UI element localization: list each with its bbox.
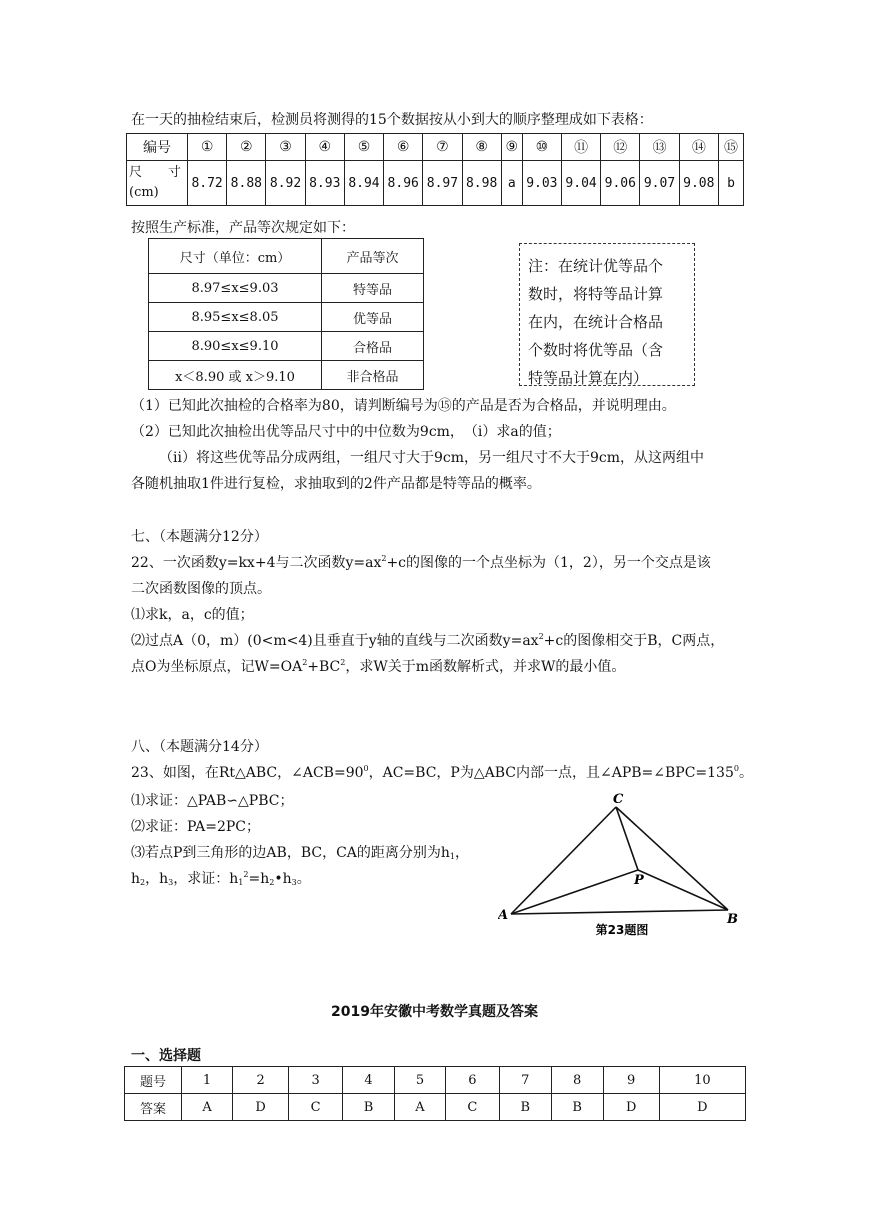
grade-row [149, 332, 424, 361]
label-b: B [727, 912, 738, 927]
grade-range: 8.90≤x≤9.10 [149, 332, 322, 361]
question-1: （1）已知此次抽检的合格率为80，请判断编号为⑮的产品是否为合格品，并说明理由。 [131, 398, 676, 414]
subscript: 3 [291, 878, 297, 887]
answer-table-number-row [125, 1067, 746, 1094]
answer-cell: B [343, 1094, 395, 1121]
superscript: 2 [381, 554, 387, 563]
number-cell: 3 [289, 1067, 343, 1094]
question-2-ii: （ⅱ）将这些优等品分成两组，一组尺寸大于9cm，另一组尺寸不大于9cm，从这两组中 [159, 450, 704, 466]
question-22-part2-cont [131, 657, 625, 677]
value-cell: 8.96 [384, 161, 423, 206]
id-cell: ⑮ [719, 134, 744, 161]
question-23-part1: ⑴求证：△PAB∽△PBC； [131, 793, 294, 809]
grade-name: 合格品 [322, 332, 424, 361]
subscript: 3 [168, 878, 174, 887]
q23-text: 23、如图，在Rt△ABC，∠ACB=90 [131, 765, 364, 781]
number-cell: 2 [233, 1067, 289, 1094]
question-23-line1 [131, 763, 753, 783]
row-label [127, 161, 188, 206]
q22-text: ，求W关于m函数解析式，并求W的最小值。 [345, 659, 626, 675]
q23-text: ，求证：h [173, 871, 239, 887]
superscript: 2 [538, 632, 544, 641]
number-cell: 1 [182, 1067, 233, 1094]
note-line: 特等品计算在内） [528, 369, 649, 387]
id-cell: ⑧ [462, 134, 501, 161]
grade-col-size: 尺寸（单位：cm） [149, 239, 322, 274]
q22-text: ⑵过点A（0，m）(0<m<4)且垂直于y轴的直线与二次函数y=ax [131, 633, 539, 649]
q23-text: ， [455, 845, 470, 861]
question-23-part3-cont [131, 869, 311, 889]
answer-cell: D [659, 1094, 745, 1121]
row-label-line1: 尺 寸 [129, 165, 182, 180]
grade-table [148, 238, 424, 390]
grade-name: 非合格品 [322, 361, 424, 390]
q23-text: 。 [738, 765, 753, 781]
subscript: 1 [449, 852, 456, 861]
size-table [126, 133, 744, 206]
section-7-heading: 七、（本题满分12分） [131, 529, 268, 545]
grade-name: 特等品 [322, 274, 424, 303]
q23-text: 。 [296, 871, 311, 887]
question-22-line2: 二次函数图像的顶点。 [131, 581, 271, 597]
number-cell: 9 [603, 1067, 659, 1094]
subscript: 2 [269, 878, 275, 887]
grade-row [149, 361, 424, 390]
value-cell: 8.72 [188, 161, 227, 206]
answer-cell: A [182, 1094, 233, 1121]
value-cell: 9.03 [522, 161, 561, 206]
answer-cell: B [499, 1094, 551, 1121]
value-cell: a [501, 161, 522, 206]
id-cell: ⑪ [561, 134, 600, 161]
question-2-ii-cont: 各随机抽取1件进行复检，求抽取到的2件产品都是特等品的概率。 [131, 476, 541, 492]
id-cell: ⑫ [601, 134, 640, 161]
question-22-part2 [131, 631, 724, 651]
value-cell: 8.97 [423, 161, 462, 206]
number-cell: 5 [394, 1067, 445, 1094]
grade-range: 8.95≤x≤8.05 [149, 303, 322, 332]
label-c: C [613, 792, 624, 807]
value-cell: b [719, 161, 744, 206]
size-table-value-row [127, 161, 744, 206]
label-p: P [634, 873, 644, 888]
value-cell: 8.94 [344, 161, 383, 206]
value-cell: 8.93 [305, 161, 344, 206]
value-cell: 9.08 [679, 161, 718, 206]
id-cell: ③ [266, 134, 305, 161]
id-cell: ⑭ [679, 134, 718, 161]
value-cell: 8.88 [227, 161, 266, 206]
question-22-part1: ⑴求k，a，c的值； [131, 607, 254, 623]
q22-text: +c的图像相交于B，C两点， [543, 633, 725, 649]
number-cell: 8 [551, 1067, 603, 1094]
row-label-line2: (cm) [129, 185, 159, 200]
id-cell: ② [227, 134, 266, 161]
q22-text: +c的图像的一个点坐标为（1，2），另一个交点是该 [386, 555, 711, 571]
triangle-figure [498, 790, 746, 938]
grade-table-header [149, 239, 424, 274]
grade-col-grade: 产品等次 [322, 239, 424, 274]
number-cell: 6 [445, 1067, 499, 1094]
figure-caption: 第23题图 [595, 923, 649, 937]
grade-row [149, 303, 424, 332]
answer-cell: C [289, 1094, 343, 1121]
answer-cell: D [233, 1094, 289, 1121]
intro-text: 在一天的抽检结束后，检测员将测得的15个数据按从小到大的顺序整理成如下表格： [131, 112, 653, 128]
header-label: 编号 [127, 134, 188, 161]
label-a: A [498, 908, 509, 923]
q23-text: ，h [145, 871, 169, 887]
note-line: 在内，在统计合格品 [528, 313, 664, 331]
superscript: 0 [733, 764, 739, 773]
value-cell: 8.98 [462, 161, 501, 206]
answer-table [124, 1066, 746, 1121]
id-cell: ⑩ [522, 134, 561, 161]
subscript: 2 [140, 878, 146, 887]
row-label: 题号 [125, 1067, 182, 1094]
number-cell: 7 [499, 1067, 551, 1094]
answer-table-answer-row [125, 1094, 746, 1121]
id-cell: ⑦ [423, 134, 462, 161]
row-label: 答案 [125, 1094, 182, 1121]
value-cell: 9.06 [601, 161, 640, 206]
question-2: （2）已知此次抽检出优等品尺寸中的中位数为9cm， （ⅰ）求a的值； [131, 424, 561, 440]
grade-range: x＜8.90 或 x＞9.10 [149, 361, 322, 390]
size-table-header-row [127, 134, 744, 161]
q23-text: ⑶若点P到三角形的边AB，BC，CA的距离分别为h [131, 845, 450, 861]
superscript: 0 [363, 764, 369, 773]
q23-text: =h [248, 871, 270, 887]
id-cell: ⑬ [640, 134, 679, 161]
standard-intro: 按照生产标准，产品等次规定如下： [131, 220, 355, 236]
answer-cell: D [603, 1094, 659, 1121]
number-cell: 4 [343, 1067, 395, 1094]
id-cell: ④ [305, 134, 344, 161]
grade-range: 8.97≤x≤9.03 [149, 274, 322, 303]
question-23-part3 [131, 843, 469, 863]
q22-text: +BC [307, 659, 341, 675]
q23-text: •h [274, 871, 292, 887]
q22-text: 点O为坐标原点，记W=OA [131, 659, 303, 675]
section-1-heading: 一、选择题 [131, 1048, 201, 1064]
id-cell: ① [188, 134, 227, 161]
value-cell: 8.92 [266, 161, 305, 206]
id-cell: ⑨ [501, 134, 522, 161]
superscript: 2 [243, 870, 249, 879]
note-box [519, 243, 695, 386]
document-title: 2019年安徽中考数学真题及答案 [331, 1004, 538, 1020]
section-8-heading: 八、（本题满分14分） [131, 739, 268, 755]
answer-cell: B [551, 1094, 603, 1121]
id-cell: ⑥ [384, 134, 423, 161]
id-cell: ⑤ [344, 134, 383, 161]
note-line: 个数时将优等品（含 [528, 341, 664, 359]
note-line: 注：在统计优等品个 [528, 257, 664, 275]
question-22-line1 [131, 553, 711, 573]
grade-row [149, 274, 424, 303]
superscript: 2 [340, 658, 346, 667]
answer-cell: A [394, 1094, 445, 1121]
number-cell: 10 [659, 1067, 745, 1094]
superscript: 2 [302, 658, 308, 667]
q22-text: 22、一次函数y=kx+4与二次函数y=ax [131, 555, 382, 571]
grade-name: 优等品 [322, 303, 424, 332]
q23-text: ，AC=BC，P为△ABC内部一点，且∠APB=∠BPC=135 [368, 765, 734, 781]
value-cell: 9.04 [561, 161, 600, 206]
value-cell: 9.07 [640, 161, 679, 206]
question-23-part2: ⑵求证：PA=2PC； [131, 819, 261, 835]
subscript: 1 [238, 878, 244, 887]
q23-text: h [131, 871, 141, 887]
note-line: 数时，将特等品计算 [528, 285, 664, 303]
answer-cell: C [445, 1094, 499, 1121]
